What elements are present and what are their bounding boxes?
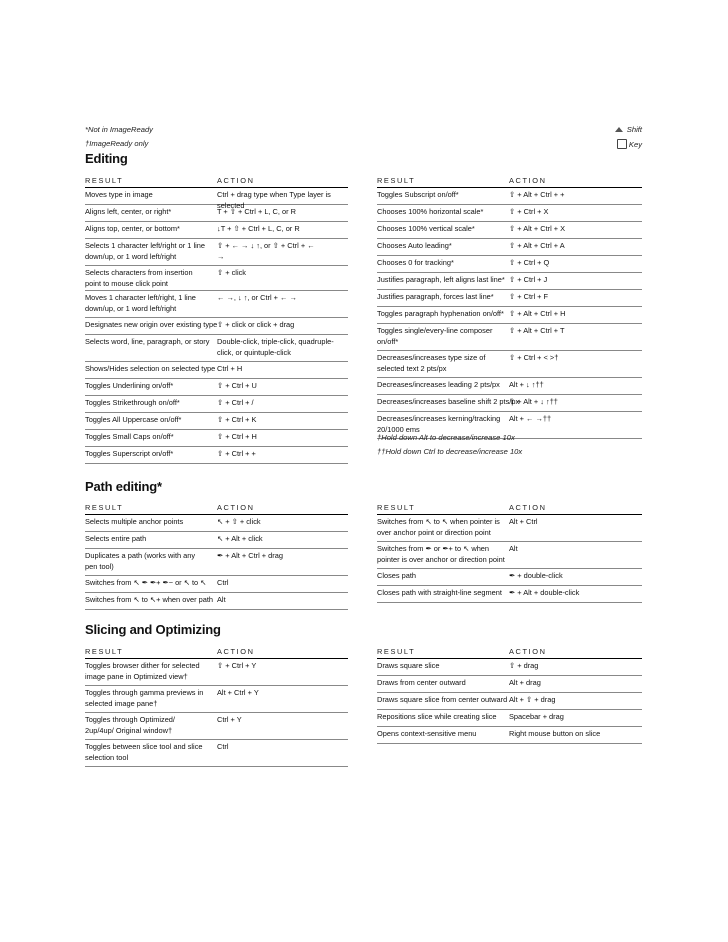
slicing-right-table [377, 644, 642, 744]
table-row [85, 549, 348, 576]
action-cell: Alt + drag [509, 678, 541, 687]
result-cell: Toggles browser dither for selected image pane in Optimized view† [85, 661, 200, 681]
action-cell: Alt + Ctrl + Y [217, 688, 259, 697]
result-cell: Switches from ✒ or ✒+ to ↖ when pointer is over anchor or direction point [377, 544, 505, 564]
header-action: ACTION [217, 647, 255, 656]
action-cell: Spacebar + drag [509, 712, 564, 721]
table-row [377, 188, 642, 205]
result-cell: Toggles Superscript on/off* [85, 449, 174, 458]
action-cell: T + ⇧ + Ctrl + L, C, or R [217, 207, 296, 216]
table-row [85, 239, 348, 266]
action-cell: Alt + Ctrl [509, 517, 538, 526]
table-row [85, 740, 348, 767]
action-cell: ⇧ + Ctrl + Y [217, 661, 257, 670]
result-cell: Decreases/increases type size of selected text 2 pts/px [377, 353, 486, 373]
result-cell: Selects multiple anchor points [85, 517, 184, 526]
table-row [85, 291, 348, 318]
table-row [377, 515, 642, 542]
action-cell: ⇧ + Ctrl + U [217, 381, 257, 390]
table-row [377, 676, 642, 693]
legend-shift-label: Shift [626, 125, 642, 134]
action-cell: ⇧ + ← → ↓ ↑, or ⇧ + Ctrl + ← → [217, 241, 315, 261]
action-cell: ⇧ + Alt + Ctrl + X [509, 224, 566, 233]
action-cell: ⇧ + Alt + Ctrl + A [509, 241, 565, 250]
result-cell: Toggles paragraph hyphenation on/off* [377, 309, 504, 318]
result-cell: Shows/Hides selection on selected type [85, 364, 216, 373]
table-header [85, 500, 348, 515]
result-cell: Repositions slice while creating slice [377, 712, 497, 721]
table-row [377, 727, 642, 744]
action-cell: ⇧ + click [217, 268, 246, 277]
result-cell: Moves 1 character left/right, 1 line down/up, or 1 word left/right [85, 293, 196, 313]
table-row [85, 379, 348, 396]
result-cell: Closes path with straight-line segment [377, 588, 502, 597]
result-cell: Switches from ↖ to ↖+ when over path [85, 595, 214, 604]
action-cell: ← →, ↓ ↑, or Ctrl + ← → [217, 293, 297, 302]
result-cell: Aligns top, center, or bottom* [85, 224, 180, 233]
action-cell: Alt + ↓ ↑†† [509, 380, 544, 389]
header-result: RESULT [377, 503, 416, 512]
table-row [377, 395, 642, 412]
result-cell: Toggles through gamma previews in selected image pane† [85, 688, 204, 708]
action-cell: ⇧ + drag [509, 661, 539, 670]
table-row [377, 710, 642, 727]
footnote-ctrl: ††Hold down Ctrl to decrease/increase 10x [377, 447, 523, 456]
result-cell: Selects 1 character left/right or 1 line down/up, or 1 word left/right [85, 241, 205, 261]
header-result: RESULT [377, 176, 416, 185]
result-cell: Toggles Small Caps on/off* [85, 432, 174, 441]
table-row [85, 396, 348, 413]
table-row [85, 713, 348, 740]
action-cell: Ctrl + H [217, 364, 243, 373]
table-row [377, 205, 642, 222]
result-cell: Chooses Auto leading* [377, 241, 452, 250]
result-cell: Chooses 0 for tracking* [377, 258, 454, 267]
action-cell: ✒ + Alt + double-click [509, 588, 580, 597]
table-row [85, 686, 348, 713]
result-cell: Aligns left, center, or right* [85, 207, 172, 216]
legend-shift [615, 125, 642, 134]
action-cell: ⇧ + Ctrl + / [217, 398, 254, 407]
table-row [377, 222, 642, 239]
note-not-in-imageready: *Not in ImageReady [85, 125, 153, 134]
result-cell: Chooses 100% vertical scale* [377, 224, 475, 233]
action-cell: Alt + ⇧ + drag [509, 695, 556, 704]
result-cell: Decreases/increases kerning/tracking 20/1000 ems [377, 414, 501, 434]
action-cell: ⇧ + Ctrl + X [509, 207, 549, 216]
header-action: ACTION [509, 503, 547, 512]
table-header [85, 173, 348, 188]
path-right-table [377, 500, 642, 603]
table-row [377, 378, 642, 395]
result-cell: Toggles through Optimized/ 2up/4up/ Original window† [85, 715, 175, 735]
action-cell: ↓T + ⇧ + Ctrl + L, C, or R [217, 224, 300, 233]
section-title-path-editing: Path editing* [85, 479, 162, 494]
action-cell: ✒ + Alt + Ctrl + drag [217, 551, 283, 560]
action-cell: ⇧ + Ctrl + F [509, 292, 549, 301]
result-cell: Justifies paragraph, left aligns last line* [377, 275, 505, 284]
result-cell: Draws from center outward [377, 678, 466, 687]
result-cell: Draws square slice from center outward [377, 695, 508, 704]
action-cell: ⇧ + Ctrl + < >† [509, 353, 559, 362]
action-cell: ⇧ + Ctrl + H [217, 432, 257, 441]
table-row [85, 266, 348, 291]
table-header [377, 173, 642, 188]
result-cell: Toggles Strikethrough on/off* [85, 398, 180, 407]
result-cell: Decreases/increases leading 2 pts/px [377, 380, 500, 389]
slicing-left-table [85, 644, 348, 767]
action-cell: ⇧ + Alt + Ctrl + H [509, 309, 566, 318]
action-cell: ⇧ + Ctrl + Q [509, 258, 550, 267]
action-cell: ⇧ + Alt + Ctrl + T [509, 326, 565, 335]
table-row [377, 569, 642, 586]
result-cell: Justifies paragraph, forces last line* [377, 292, 494, 301]
action-cell: ⇧ + Ctrl + K [217, 415, 257, 424]
result-cell: Switches from ↖ to ↖ when pointer is over anchor point or direction point [377, 517, 500, 537]
table-header [377, 500, 642, 515]
action-cell: ⇧ + Alt + ↓ ↑†† [509, 397, 558, 406]
table-row [85, 515, 348, 532]
table-row [377, 693, 642, 710]
section-title-editing: Editing [85, 151, 128, 166]
action-cell: ✒ + double-click [509, 571, 563, 580]
table-row [377, 542, 642, 569]
table-row [85, 659, 348, 686]
action-cell: ↖ + ⇧ + click [217, 517, 261, 526]
action-cell: ↖ + Alt + click [217, 534, 263, 543]
result-cell: Draws square slice [377, 661, 440, 670]
shift-icon [615, 127, 623, 132]
table-row [85, 593, 348, 610]
table-row [85, 205, 348, 222]
header-action: ACTION [217, 503, 255, 512]
action-cell: Ctrl [217, 742, 229, 751]
result-cell: Toggles Subscript on/off* [377, 190, 459, 199]
action-cell: ⇧ + Alt + Ctrl + + [509, 190, 565, 199]
table-row [377, 239, 642, 256]
table-row [85, 188, 348, 210]
header-result: RESULT [85, 647, 124, 656]
table-row [85, 413, 348, 430]
table-row [85, 430, 348, 447]
path-left-table [85, 500, 348, 610]
action-cell: Alt [509, 544, 518, 553]
result-cell: Designates new origin over existing type [85, 320, 218, 329]
section-title-slicing: Slicing and Optimizing [85, 622, 221, 637]
action-cell: Right mouse button on slice [509, 729, 601, 738]
table-row [85, 335, 348, 362]
action-cell: Ctrl [217, 578, 229, 587]
table-row [377, 256, 642, 273]
footnote-alt: †Hold down Alt to decrease/increase 10x [377, 433, 515, 442]
table-row [377, 351, 642, 378]
header-action: ACTION [217, 176, 255, 185]
result-cell: Selects word, line, paragraph, or story [85, 337, 210, 346]
table-row [377, 273, 642, 290]
result-cell: Moves type in image [85, 190, 153, 199]
action-cell: Ctrl + drag type when Type layer is selected [217, 190, 331, 210]
editing-right-table [377, 173, 642, 439]
note-imageready-only: †ImageReady only [85, 139, 149, 148]
header-result: RESULT [85, 176, 124, 185]
table-row [377, 324, 642, 351]
key-icon [617, 139, 627, 149]
editing-left-table [85, 173, 348, 464]
result-cell: Switches from ↖ ✒ ✒+ ✒− or ↖ to ↖ [85, 578, 207, 587]
table-row [85, 318, 348, 335]
header-action: ACTION [509, 176, 547, 185]
action-cell: Alt + ← →†† [509, 414, 552, 423]
table-row [377, 290, 642, 307]
result-cell: Decreases/increases baseline shift 2 pts/px [377, 397, 520, 406]
result-cell: Selects characters from insertion point to mouse click point [85, 268, 193, 288]
result-cell: Duplicates a path (works with any pen tool) [85, 551, 196, 571]
action-cell: Alt [217, 595, 226, 604]
action-cell: ⇧ + Ctrl + + [217, 449, 256, 458]
header-result: RESULT [85, 503, 124, 512]
result-cell: Toggles between slice tool and slice selection tool [85, 742, 203, 762]
header-result: RESULT [377, 647, 416, 656]
table-row [85, 532, 348, 549]
result-cell: Toggles single/every-line composer on/off* [377, 326, 493, 346]
legend-key-label: Key [628, 139, 642, 149]
table-row [85, 362, 348, 379]
result-cell: Chooses 100% horizontal scale* [377, 207, 484, 216]
result-cell: Closes path [377, 571, 417, 580]
result-cell: Toggles Underlining on/off* [85, 381, 174, 390]
legend-key [617, 139, 642, 149]
table-header [85, 644, 348, 659]
table-header [377, 644, 642, 659]
table-row [377, 307, 642, 324]
header-action: ACTION [509, 647, 547, 656]
action-cell: ⇧ + click or click + drag [217, 320, 295, 329]
result-cell: Opens context-sensitive menu [377, 729, 477, 738]
table-row [85, 222, 348, 239]
result-cell: Toggles All Uppercase on/off* [85, 415, 182, 424]
table-row [85, 576, 348, 593]
table-row [377, 586, 642, 603]
action-cell: ⇧ + Ctrl + J [509, 275, 548, 284]
result-cell: Selects entire path [85, 534, 147, 543]
table-row [377, 659, 642, 676]
action-cell: Ctrl + Y [217, 715, 242, 724]
action-cell: Double-click, triple-click, quadruple-click, or quintuple-click [217, 337, 334, 357]
table-row [85, 447, 348, 464]
